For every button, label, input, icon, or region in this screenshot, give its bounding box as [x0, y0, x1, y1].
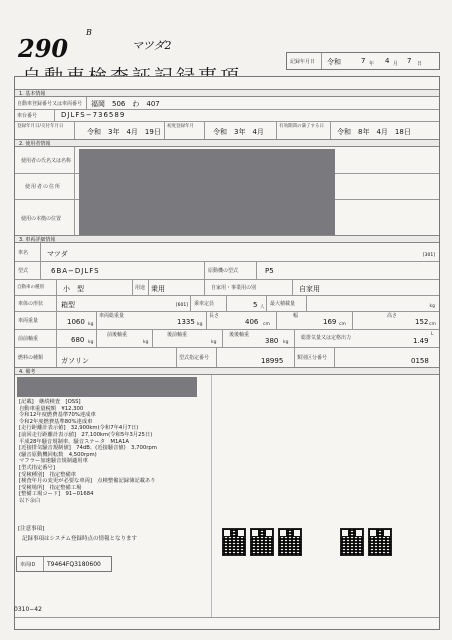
class-value: 0158: [411, 357, 429, 365]
record-date-year: 7: [361, 57, 366, 65]
height-label: 高さ: [387, 313, 398, 319]
record-date-label: 記録年月日: [290, 59, 316, 65]
engine-label: 原動機の型式: [208, 268, 239, 274]
section-basic: 1. 基本情報: [15, 89, 439, 97]
handwritten-letter: B: [86, 28, 92, 37]
kind-label: 自動車の種別: [17, 285, 44, 290]
axle-row: 前前軸重 680 kg 前後軸重 kg 後前軸重 kg 後後軸重 380 kg 総排気量又は定格出力 1.49 L: [15, 329, 439, 348]
dates-row: [15, 121, 439, 140]
use-label: 用途: [135, 285, 146, 291]
record-date-box: 記録年月日 令和 7 年 4 月 7 日: [286, 52, 440, 70]
shape-code: [601]: [175, 303, 188, 308]
remark-line: [記載] 継続検査 [OSS]: [19, 399, 81, 405]
maker-code: [301]: [422, 253, 435, 258]
remark-line: [整備工場コード] 91−01684: [19, 491, 94, 498]
length-value: 406: [245, 318, 259, 326]
fuel-value: ガソリン: [61, 357, 89, 365]
class-label: 類別区分番号: [297, 355, 328, 361]
registration-label: 自動車登録番号又は車両番号: [17, 101, 83, 107]
qr-code-3: [278, 528, 302, 556]
section-vehicle: 3. 車両詳細情報: [15, 235, 439, 243]
section-user: 2. 使用者情報: [15, 139, 439, 147]
remark-line: 以下余白: [19, 497, 41, 504]
length-label: 長さ: [209, 313, 220, 319]
record-date-month: 4: [385, 57, 390, 65]
user-address-label: 使用者の住所: [25, 184, 62, 190]
redacted-remarks: [17, 377, 197, 397]
kind-value: 小 型: [63, 285, 84, 293]
qr-code-4: [340, 528, 364, 556]
remark-line: 自動車重量税額 ¥12,300: [19, 405, 84, 412]
model-value: 6BA−DJLFS: [51, 267, 100, 275]
rear-front-label: 後前軸重: [167, 332, 188, 338]
notice-text: 記録事項はシステム登録時点の情報となります: [22, 536, 137, 542]
type-num-label: 型式指定番号: [179, 355, 210, 361]
kind-row: [15, 279, 439, 296]
record-date-day: 7: [407, 57, 412, 65]
maker-label: 車名: [18, 250, 29, 256]
width-value: 169: [323, 318, 337, 326]
capacity-value: 5: [253, 301, 258, 309]
chassis-label: 車台番号: [17, 113, 38, 119]
remark-line: [前回走行距離計表示値] 27,100km(令和5年3月25日): [19, 431, 153, 438]
weight-label: 車両重量: [18, 318, 39, 324]
height-value: 152: [415, 318, 429, 326]
first-year-value: 令和 3年 4月: [213, 128, 264, 136]
vehicle-id-label: 車両ID: [20, 562, 36, 568]
remark-line: [受検場所] 指定整備工場: [19, 484, 82, 491]
chassis-value: DJLFS−736589: [61, 111, 126, 119]
user-name-label: 使用者の氏名又は名称: [21, 158, 72, 164]
user-base-label: 使用の本拠の位置: [21, 216, 62, 222]
handwritten-number: 290: [18, 34, 69, 63]
width-label: 幅: [293, 313, 299, 319]
shape-row: 車体の形状 箱型 [601] 乗車定員 5 人 最大積載量 kg: [15, 295, 439, 312]
remark-line: 令和2年度燃費基準80%達成車: [19, 418, 93, 425]
front2-label: 前後軸重: [107, 332, 128, 338]
expiry-label: 有効期間の満了する日: [279, 124, 324, 129]
fuel-row: [15, 347, 439, 368]
first-reg-label: 登録年月日/交付年月日: [17, 124, 64, 129]
front-axle-label: 前前軸重: [18, 336, 39, 342]
remark-line: [型式指定番号]: [19, 464, 55, 471]
maker-row: [15, 243, 439, 262]
redacted-user-info: [79, 149, 335, 239]
private-value: 自家用: [299, 285, 320, 293]
type-num-value: 18995: [261, 357, 284, 365]
qr-code-1: [222, 528, 246, 556]
remark-line: [近接排気騒音規制値] 74dB、(近接騒音値) 3,700rpm: [19, 445, 157, 452]
remark-line: [受検種別] 指定整備車: [19, 471, 77, 478]
displacement-value: 1.49: [413, 337, 429, 345]
record-date-era: 令和: [327, 58, 341, 66]
qr-code-2: [250, 528, 274, 556]
weight-value: 1060: [67, 318, 85, 326]
front-axle-value: 680: [71, 336, 85, 344]
qr-code-5: [368, 528, 392, 556]
maker-value: マツダ: [47, 250, 68, 258]
handwritten-note: マツダ2: [132, 39, 172, 52]
gross-value: 1335: [177, 318, 195, 326]
registration-value: 福岡 506 わ 407: [91, 100, 160, 108]
remarks-list: [19, 399, 157, 505]
weight-row: 車両重量 1060 kg 車両総重量 1335 kg 長さ 406 cm 幅 169 cm 高さ 152 cm: [15, 311, 439, 330]
model-row: [15, 261, 439, 280]
use-value: 乗用: [151, 285, 165, 293]
vehicle-id-value: T9464FQ3180600: [47, 561, 101, 568]
max-load-label: 最大積載量: [270, 301, 296, 307]
engine-value: P5: [265, 267, 274, 275]
remark-line: 平成28年騒音規制車、騒音ステータ M1A1A: [19, 438, 129, 445]
private-label: 自家用・事業用の別: [211, 285, 257, 291]
first-reg-value: 令和 3年 4月 19日: [87, 128, 161, 136]
gross-label: 車両総重量: [99, 313, 125, 319]
first-year-label: 初度登録年月: [167, 124, 194, 129]
remark-line: [走行距離計表示値] 32,900km(令和7年4月7日): [19, 425, 139, 432]
model-label: 型式: [18, 268, 29, 274]
remark-line: 令和12年度燃費基準70%達成車: [19, 412, 96, 419]
expiry-value: 令和 8年 4月 18日: [337, 128, 411, 136]
rear-axle-value: 380: [265, 337, 279, 345]
displacement-label: 総排気量又は定格出力: [301, 335, 352, 341]
remark-line: [検査年月の変更が必要な車両] 点検整備記録簿記載あり: [19, 478, 156, 485]
capacity-label: 乗車定員: [194, 301, 215, 307]
shape-value: 箱型: [61, 301, 75, 309]
form-code: 0310−42: [14, 606, 42, 613]
section-remarks: 4. 備考: [15, 367, 439, 375]
vehicle-id-box: [16, 556, 112, 572]
fuel-label: 燃料の種類: [18, 355, 44, 361]
remark-line: (騒音原動機回転数 4,500rpm): [19, 451, 97, 458]
remark-line: マフラー加速騒音規制適用車: [19, 458, 88, 465]
shape-label: 車体の形状: [18, 301, 44, 307]
notice-heading: [注意事項]: [18, 526, 45, 532]
rear-axle-label: 後後軸重: [229, 332, 250, 338]
